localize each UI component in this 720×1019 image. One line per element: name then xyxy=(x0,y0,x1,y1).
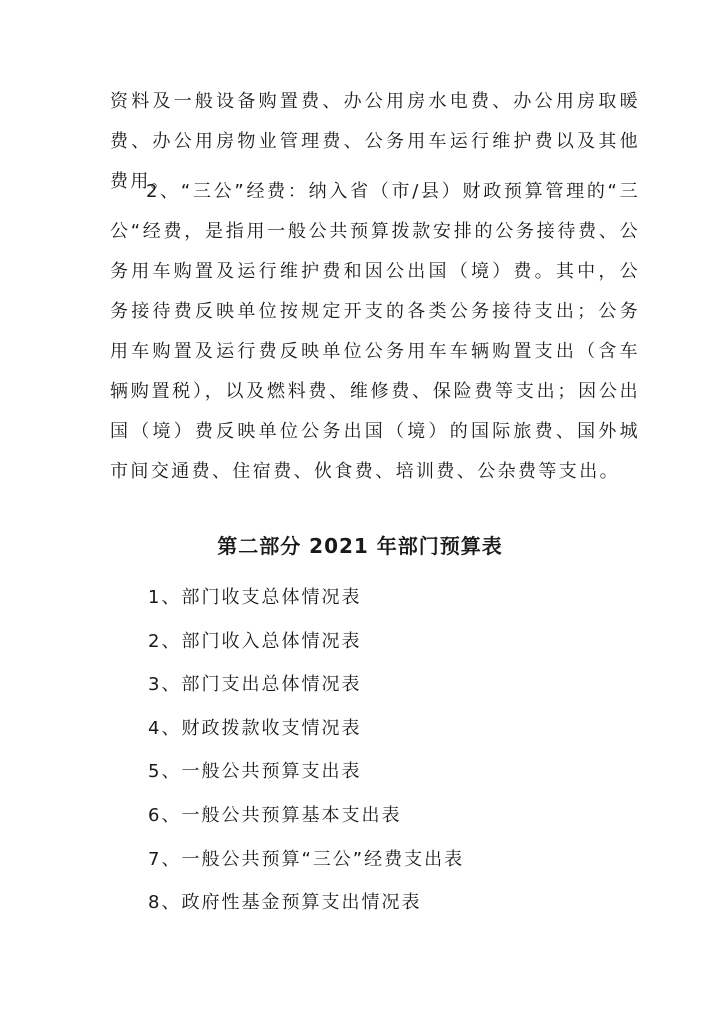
list-item: 2、部门收入总体情况表 xyxy=(148,630,362,652)
paragraph-expense-types: 资料及一般设备购置费、办公用房水电费、办公用房取暖费、办公用房物业管理费、公务用车运行维护费以及其他费用。 xyxy=(110,91,640,192)
list-item: 7、一般公共预算“三公”经费支出表 xyxy=(148,848,465,870)
budget-table-list xyxy=(148,576,464,925)
section-title: 第二部分 2021 年部门预算表 xyxy=(217,534,503,558)
list-item: 8、政府性基金预算支出情况表 xyxy=(148,892,422,914)
list-item: 5、一般公共预算支出表 xyxy=(148,761,362,783)
list-item: 3、部门支出总体情况表 xyxy=(148,674,362,696)
list-item: 1、部门收支总体情况表 xyxy=(148,587,362,608)
list-item: 6、一般公共预算基本支出表 xyxy=(148,804,402,826)
list-item: 4、财政拨款收支情况表 xyxy=(148,717,362,739)
paragraph-three-public-expenses: 2、“三公”经费：纳入省（市/县）财政预算管理的“三公“经费，是指用一般公共预算拨款安排的公务接待费、公务用车购置及运行维护费和因公出国（境）费。其中，公务接待费反映单位按规定开支的各类公务接待支出；公务用车购置及运行费反映单位公务用车车辆购置支出（含车辆购置税），以及燃料费、维修费、保险费等支出；因公出国（境）费反映单位公务出国（境）的国际旅费、国外城市间交通费、住宿费、伙食费、培训费、公杂费等支出。 xyxy=(110,181,640,482)
